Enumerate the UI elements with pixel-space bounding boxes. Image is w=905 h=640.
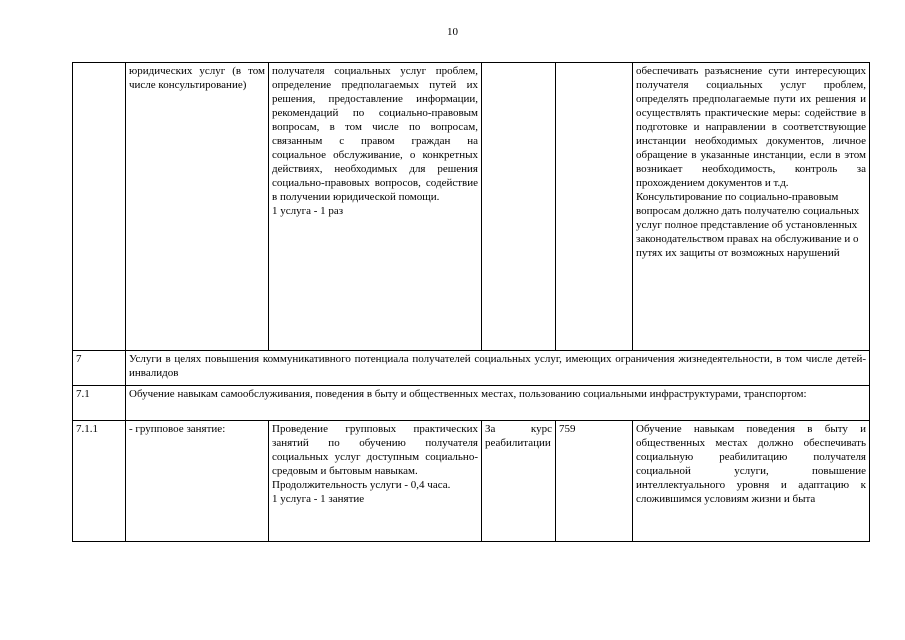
description-paragraph: получателя социальных услуг проблем, определение предполагаемых путей их решения, предоставление информации, рекомендаций по социально-правовым вопросам, в том числе по вопросам, связанным с правом граждан на социальное обслуживание, о конкретных действиях, необходимых для решения социально-правовых вопросов, содействие в получении юридической помощи. bbox=[272, 65, 478, 203]
cell-description bbox=[269, 421, 482, 542]
table-row bbox=[73, 421, 870, 542]
cell-section-title: Обучение навыкам самообслуживания, поведения в быту и общественных местах, пользованию социальными инфраструктурами, транспортом: bbox=[126, 386, 870, 421]
description-paragraph: 1 услуга - 1 занятие bbox=[272, 493, 365, 505]
cell-service-name: - групповое занятие: bbox=[126, 421, 269, 542]
cell-service-name: юридических услуг (в том числе консультирование) bbox=[126, 63, 269, 351]
criteria-paragraph: обеспечивать разъяснение сути интересующих получателя социальных услуг проблем, определять предполагаемые пути их решения и осуществлять практические меры: содействие в подготовке и направлении в соответствующие инстанции необходимых документов, личное обращение в указанные инстанции, если в этом возникает необходимость, контроль за прохождением документов и т.д. bbox=[636, 65, 866, 189]
description-paragraph: 1 услуга - 1 раз bbox=[272, 205, 344, 217]
page-number: 10 bbox=[447, 26, 458, 38]
cell-unit bbox=[482, 63, 556, 351]
cell-unit: За курс реабилитации bbox=[482, 421, 556, 542]
cell-criteria bbox=[633, 63, 870, 351]
description-paragraph: Продолжительность услуги - 0,4 часа. bbox=[272, 479, 451, 491]
table-row bbox=[73, 386, 870, 421]
table-row bbox=[73, 351, 870, 386]
cell-number: 7.1.1 bbox=[73, 421, 126, 542]
cell-number bbox=[73, 63, 126, 351]
criteria-paragraph: Консультирование по социально-правовым вопросам должно дать получателю социальных услуг полное представление об установленных законодательством правах на обслуживание и о путях их защиты от возможных нарушений bbox=[636, 191, 860, 259]
criteria-paragraph: Обучение навыкам поведения в быту и общественных местах должно обеспечивать социальную реабилитацию получателя социальной услуги, повышение интеллектуального уровня и адаптацию к сложившимся условиям жизни и быта bbox=[636, 423, 866, 505]
description-paragraph: Проведение групповых практических занятий по обучению получателя социальных услуг доступным социально-средовым и бытовым навыкам. bbox=[272, 423, 478, 477]
table-row bbox=[73, 63, 870, 351]
cell-criteria bbox=[633, 421, 870, 542]
cell-description bbox=[269, 63, 482, 351]
cell-price bbox=[556, 63, 633, 351]
cell-number: 7.1 bbox=[73, 386, 126, 421]
cell-price: 759 bbox=[556, 421, 633, 542]
cell-number: 7 bbox=[73, 351, 126, 386]
services-table bbox=[72, 62, 870, 542]
cell-section-title: Услуги в целях повышения коммуникативного потенциала получателей социальных услуг, имеющих ограничения жизнедеятельности, в том числе детей-инвалидов bbox=[126, 351, 870, 386]
